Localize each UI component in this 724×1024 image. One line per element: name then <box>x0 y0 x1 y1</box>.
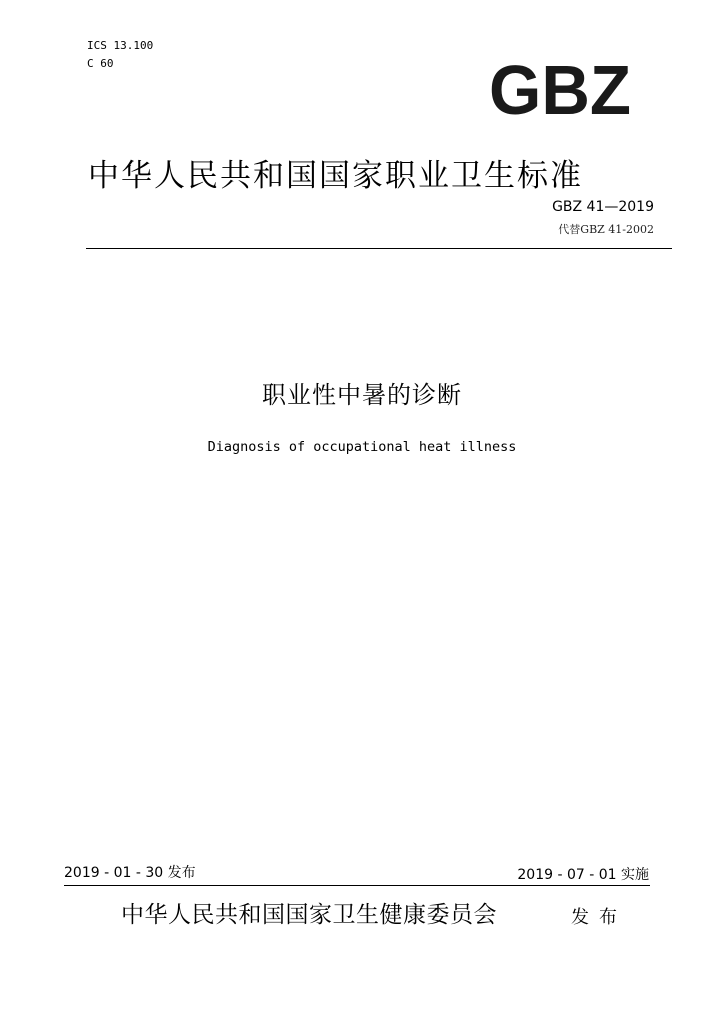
header-divider <box>86 248 672 249</box>
ics-code: ICS 13.100 <box>87 39 154 52</box>
standard-category-title: 中华人民共和国国家职业卫生标准 <box>88 158 583 194</box>
publisher-name: 中华人民共和国国家卫生健康委员会 <box>121 902 497 928</box>
ccs-code: C 60 <box>87 57 114 70</box>
document-subtitle-english: Diagnosis of occupational heat illness <box>207 439 517 455</box>
footer-divider <box>64 885 650 886</box>
standard-code: GBZ 41—2019 <box>552 199 654 215</box>
gbz-logo <box>488 60 632 116</box>
replaces-note: 代替GBZ 41-2002 <box>558 223 654 236</box>
standard-classification <box>87 37 153 73</box>
publish-label: 发布 <box>571 907 627 928</box>
implementation-date: 2019 - 07 - 01 实施 <box>517 867 649 883</box>
issue-date: 2019 - 01 - 30 发布 <box>64 865 196 881</box>
logo-text: GBZ <box>489 60 631 116</box>
document-title: 职业性中暑的诊断 <box>262 381 462 409</box>
